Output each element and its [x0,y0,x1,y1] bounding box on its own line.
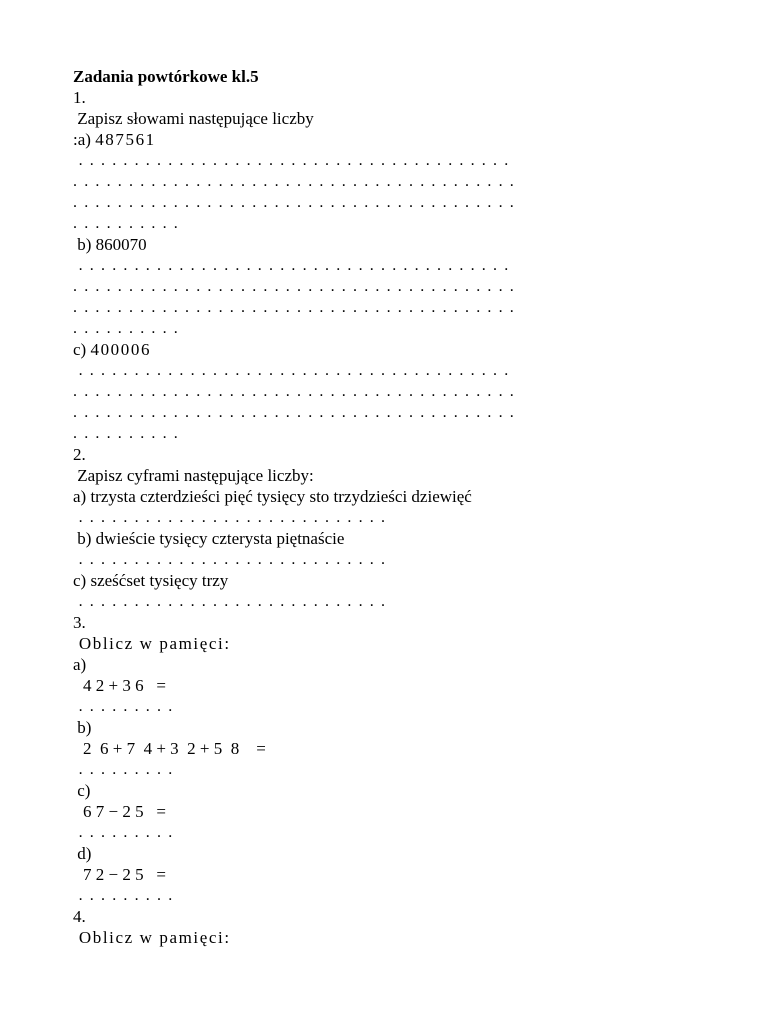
answer-dots: . . . . . . . . . [73,698,174,715]
task-1-instruction: Zapisz słowami następujące liczby [73,109,314,128]
task-1a-line [73,129,713,150]
answer-dots: . . . . . . . . . . . . . . . . . . . . . . . . . . . . . . . . . . . . . . . [73,362,510,379]
answer-dots: . . . . . . . . . . . . . . . . . . . . . . . . . . . . . . . . . . . . . . . . [73,383,516,400]
answer-dots: . . . . . . . . . . . . . . . . . . . . . . . . . . . . [73,593,387,610]
answer-dots: . . . . . . . . . [73,761,174,778]
answer-dots: . . . . . . . . . . [73,320,180,337]
task-3a-label: a) [73,655,87,674]
answer-dots: . . . . . . . . . . . . . . . . . . . . . . . . . . . . . . . . . . . . . . . . [73,278,516,295]
answer-dots: . . . . . . . . . . . . . . . . . . . . . . . . . . . . . . . . . . . . . . . . [73,194,516,211]
task-3a-expression: 4 2 + 3 6 = [83,676,166,695]
task-2b-text: b) dwieście tysięcy czterysta piętnaście [73,529,345,548]
task-3-instruction: Oblicz w pamięci: [73,634,231,653]
task-1a-number: 487561 [95,130,156,149]
task-3-number: 3. [73,613,86,632]
answer-dots: . . . . . . . . . . . . . . . . . . . . . . . . . . . . . . . . . . . . . . . . [73,173,516,190]
task-4-instruction: Oblicz w pamięci: [73,928,231,947]
answer-dots: . . . . . . . . . . [73,425,180,442]
answer-dots: . . . . . . . . . . . . . . . . . . . . . . . . . . . . . . . . . . . . . . . . [73,299,516,316]
task-1c-line [73,339,713,360]
task-2a-text: a) trzysta czterdzieści pięć tysięcy sto trzydzieści dziewięć [73,487,472,506]
task-4-number: 4. [73,907,86,926]
document-title: Zadania powtórkowe kl.5 [73,67,259,86]
task-3b-expression: 2 6 + 7 4 + 3 2 + 5 8 = [83,739,266,758]
task-3c-expression: 6 7 − 2 5 = [83,802,166,821]
task-3b-label: b) [73,718,92,737]
task-3c-label: c) [73,781,91,800]
task-3d-expression: 7 2 − 2 5 = [83,865,166,884]
task-3d-label: d) [73,844,92,863]
task-1a-label: :a) [73,130,96,149]
task-2-instruction: Zapisz cyframi następujące liczby: [73,466,314,485]
task-2-number: 2. [73,445,86,464]
answer-dots: . . . . . . . . . . . . . . . . . . . . . . . . . . . . . . . . . . . . . . . [73,152,510,169]
document-page [73,66,713,948]
answer-dots: . . . . . . . . . . . . . . . . . . . . . . . . . . . . . . . . . . . . . . . [73,257,510,274]
task-2c-text: c) sześćset tysięcy trzy [73,571,229,590]
answer-dots: . . . . . . . . . [73,824,174,841]
task-1b-line: b) 860070 [73,235,147,254]
task-1c-label: c) [73,340,91,359]
answer-dots: . . . . . . . . . . . . . . . . . . . . . . . . . . . . [73,551,387,568]
answer-dots: . . . . . . . . . . . . . . . . . . . . . . . . . . . . . . . . . . . . . . . . [73,404,516,421]
task-1-number: 1. [73,88,86,107]
answer-dots: . . . . . . . . . . . . . . . . . . . . . . . . . . . . [73,509,387,526]
answer-dots: . . . . . . . . . . [73,215,180,232]
answer-dots: . . . . . . . . . [73,887,174,904]
task-1c-number: 400006 [90,340,152,359]
